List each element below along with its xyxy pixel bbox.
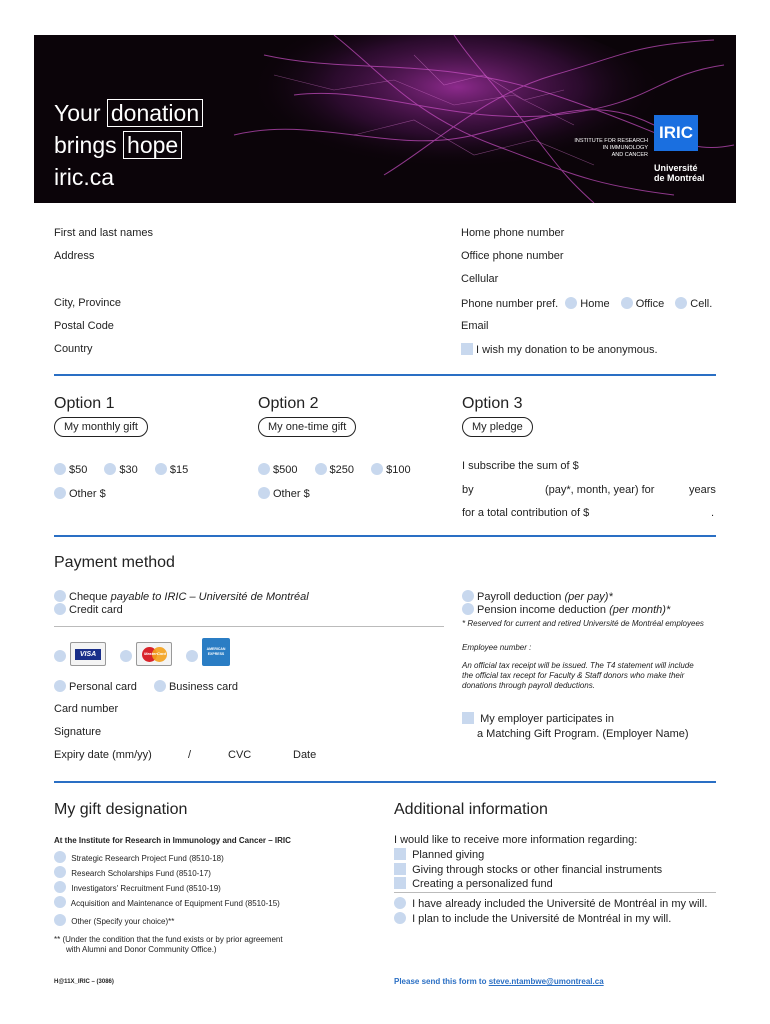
business-card-radio[interactable]	[154, 680, 166, 692]
reserved-note: * Reserved for current and retired Université de Montréal employees	[462, 619, 704, 628]
amount-500-radio[interactable]	[258, 463, 270, 475]
monthly-other[interactable]: Other $	[54, 487, 106, 500]
info-personalized-fund[interactable]: Creating a personalized fund	[394, 877, 662, 892]
tagline-word-donation: donation	[107, 99, 203, 127]
designation-title: My gift designation	[54, 801, 188, 818]
divider	[54, 781, 716, 783]
site-url: iric.ca	[54, 164, 115, 190]
send-instruction: Please send this form to steve.ntambwe@umontreal.ca	[394, 977, 604, 986]
amount-50-radio[interactable]	[54, 463, 66, 475]
visa-icon: VISA	[70, 642, 106, 666]
matching-gift-checkbox[interactable]	[462, 712, 474, 724]
field-address[interactable]: Address	[54, 250, 95, 262]
cheque-option[interactable]: Cheque payable to IRIC – Université de Montréal	[54, 590, 309, 603]
tagline-line1: Your donation	[54, 97, 203, 129]
iric-logo: IRIC	[654, 115, 698, 151]
pledge-sum[interactable]: I subscribe the sum of $	[462, 460, 579, 472]
field-office-phone[interactable]: Office phone number	[461, 250, 564, 262]
field-name[interactable]: First and last names	[54, 227, 154, 239]
fund-radio[interactable]	[54, 851, 66, 863]
option2-title: Option 2	[258, 395, 319, 412]
anonymous-option[interactable]: I wish my donation to be anonymous.	[461, 343, 658, 356]
field-cellular[interactable]: Cellular	[461, 273, 499, 285]
info-options	[394, 848, 662, 892]
one-time-amounts: $500 $250 $100	[258, 463, 411, 476]
pension-option[interactable]: Pension income deduction (per month)*	[462, 603, 670, 616]
fund-strategic[interactable]: Strategic Research Project Fund (8510-18)	[54, 851, 280, 866]
amex-icon: AMERICAN EXPRESS	[202, 638, 230, 666]
field-cvc[interactable]: CVC	[228, 749, 252, 761]
pledge-pill: My pledge	[462, 417, 533, 437]
one-time-other-radio[interactable]	[258, 487, 270, 499]
fund-radio[interactable]	[54, 866, 66, 878]
info-checkbox[interactable]	[394, 877, 406, 889]
mastercard-icon: MasterCard	[136, 642, 172, 666]
field-expiry[interactable]: Expiry date (mm/yy)	[54, 749, 152, 761]
card-type: Personal card Business card	[54, 680, 238, 693]
send-email-link[interactable]: steve.ntambwe@umontreal.ca	[488, 977, 604, 986]
pension-radio[interactable]	[462, 603, 474, 615]
option1-title: Option 1	[54, 395, 115, 412]
field-country[interactable]: Country	[54, 343, 93, 355]
info-stocks[interactable]: Giving through stocks or other financial instruments	[394, 863, 662, 878]
institute-name: INSTITUTE FOR RESEARCH IN IMMUNOLOGY AND CANCER	[574, 138, 648, 158]
payment-title: Payment method	[54, 554, 175, 571]
universite-logo: Université de Montréal	[654, 163, 705, 183]
one-time-gift-pill: My one-time gift	[258, 417, 356, 437]
divider	[54, 535, 716, 537]
fund-recruitment[interactable]: Investigators' Recruitment Fund (8510-19)	[54, 881, 280, 896]
pledge-total[interactable]: for a total contribution of $	[462, 507, 590, 519]
payroll-option[interactable]: Payroll deduction (per pay)*	[462, 590, 613, 603]
fund-radio[interactable]	[54, 881, 66, 893]
cheque-radio[interactable]	[54, 590, 66, 602]
option3-title: Option 3	[462, 395, 523, 412]
divider	[54, 374, 716, 376]
amount-250-radio[interactable]	[315, 463, 327, 475]
additional-intro: I would like to receive more information regarding:	[394, 834, 638, 846]
credit-card-radio[interactable]	[54, 603, 66, 615]
visa-radio[interactable]	[54, 650, 66, 662]
field-city[interactable]: City, Province	[54, 297, 122, 309]
info-planned-giving[interactable]: Planned giving	[394, 848, 662, 863]
field-date[interactable]: Date	[293, 749, 317, 761]
personal-card-radio[interactable]	[54, 680, 66, 692]
field-postal-code[interactable]: Postal Code	[54, 320, 114, 332]
fund-radio[interactable]	[54, 896, 66, 908]
matching-gift-option[interactable]: My employer participates in a Matching Gift Program. (Employer Name)	[462, 712, 689, 742]
fund-other-radio[interactable]	[54, 914, 66, 926]
amount-100-radio[interactable]	[371, 463, 383, 475]
expiry-slash: /	[188, 749, 192, 761]
will-radio[interactable]	[394, 897, 406, 909]
monthly-other-radio[interactable]	[54, 487, 66, 499]
will-plan[interactable]: I plan to include the Université de Montréal in my will.	[394, 912, 707, 927]
designation-institute: At the Institute for Research in Immunology and Cancer – IRIC	[54, 836, 291, 845]
one-time-other[interactable]: Other $	[258, 487, 310, 500]
fund-other[interactable]: Other (Specify your choice)**	[54, 914, 174, 926]
pledge-pay-frequency: (pay*, month, year) for	[545, 484, 655, 496]
pledge-total-end: .	[711, 507, 715, 519]
amount-30-radio[interactable]	[104, 463, 116, 475]
pref-home-radio[interactable]	[565, 297, 577, 309]
anonymous-checkbox[interactable]	[461, 343, 473, 355]
divider	[54, 626, 444, 627]
monthly-gift-pill: My monthly gift	[54, 417, 148, 437]
fund-note: ** (Under the condition that the fund exists or by prior agreement with Alumni and Donor Community Office.)	[54, 935, 283, 954]
tagline-line2: brings hope	[54, 129, 182, 161]
divider	[394, 892, 716, 893]
info-checkbox[interactable]	[394, 848, 406, 860]
form-code: H@11X_IRIC – (3086)	[54, 979, 114, 985]
pledge-by[interactable]: by	[462, 484, 474, 496]
field-home-phone[interactable]: Home phone number	[461, 227, 565, 239]
employee-number[interactable]: Employee number :	[462, 643, 532, 652]
fund-list	[54, 851, 280, 911]
amount-15-radio[interactable]	[155, 463, 167, 475]
phone-pref: Phone number pref. Home Office Cell.	[461, 298, 713, 310]
pref-cell-radio[interactable]	[675, 297, 687, 309]
tax-note: An official tax receipt will be issued. The T4 statement will include the official tax recept for Faculty & Staff donors who make their donations through payroll deductions.	[462, 661, 694, 690]
fund-equipment[interactable]: Acquisition and Maintenance of Equipment Fund (8510-15)	[54, 896, 280, 911]
fund-scholarships[interactable]: Research Scholarships Fund (8510-17)	[54, 866, 280, 881]
hero-banner	[34, 35, 736, 203]
additional-title: Additional information	[394, 801, 548, 818]
will-options	[394, 897, 707, 926]
pref-office-radio[interactable]	[621, 297, 633, 309]
pledge-years: years	[689, 484, 716, 496]
mastercard-radio[interactable]	[120, 650, 132, 662]
tagline-word-hope: hope	[123, 131, 182, 159]
info-checkbox[interactable]	[394, 863, 406, 875]
credit-card-option[interactable]: Credit card	[54, 603, 123, 616]
field-signature[interactable]: Signature	[54, 726, 102, 738]
field-card-number[interactable]: Card number	[54, 703, 119, 715]
monthly-amounts: $50 $30 $15	[54, 463, 188, 476]
will-radio[interactable]	[394, 912, 406, 924]
will-included[interactable]: I have already included the Université de Montréal in my will.	[394, 897, 707, 912]
field-email[interactable]: Email	[461, 320, 489, 332]
amex-radio[interactable]	[186, 650, 198, 662]
payroll-radio[interactable]	[462, 590, 474, 602]
